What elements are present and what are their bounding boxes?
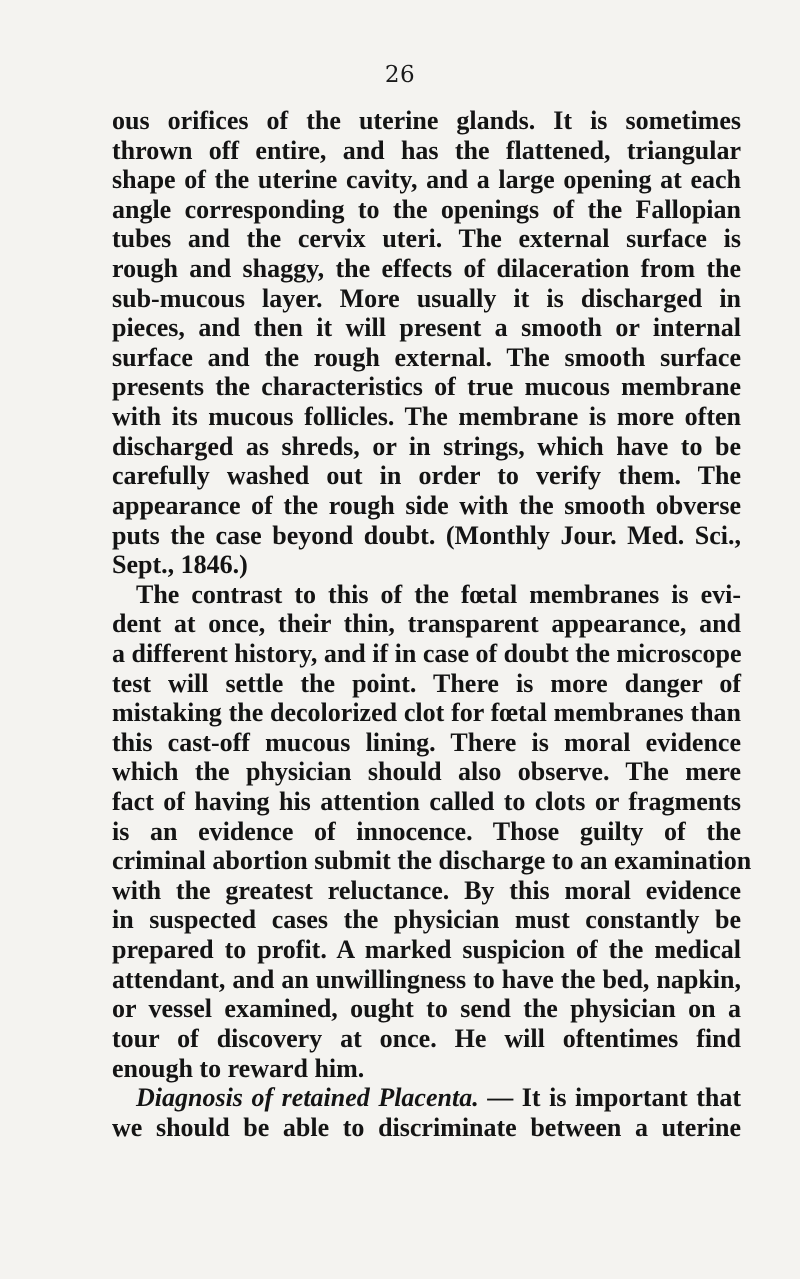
text-line: discharged as shreds, or in strings, which have to be [112,431,741,461]
text-line: angle corresponding to the openings of the Fallopian [112,194,741,224]
text-line: attendant, and an unwillingness to have the bed, napkin, [112,964,741,994]
text-line: or vessel examined, ought to send the physician on a [112,994,741,1024]
text-line: appearance of the rough side with the smooth obverse [112,490,741,520]
text-line: fact of having his attention called to clots or fragments [112,787,741,817]
text-line: is an evidence of innocence. Those guilty of the [112,816,741,846]
text-line: test will settle the point. There is more danger of [112,668,741,698]
text-line: ous orifices of the uterine glands. It is sometimes [112,106,741,135]
text-line: tour of discovery at once. He will oftentimes find [112,1023,741,1053]
text-line: rough and shaggy, the effects of dilaceration from the [112,254,741,284]
section-heading-line [112,1083,741,1113]
text-line: pieces, and then it will present a smooth or internal [112,313,741,343]
text-line: criminal abortion submit the discharge to an examination [112,846,752,876]
text-line: this cast-off mucous lining. There is moral evidence [112,727,741,757]
body-text [112,106,752,1142]
text-line: presents the characteristics of true mucous membrane [112,372,741,402]
text-line: sub-mucous layer. More usually it is discharged in [112,283,741,313]
text-line: carefully washed out in order to verify them. The [112,461,741,491]
text-line: with the greatest reluctance. By this moral evidence [112,875,741,905]
text-line: dent at once, their thin, transparent appearance, and [112,609,741,639]
text-line: The contrast to this of the fœtal membranes is evi- [136,579,741,609]
text-line: thrown off entire, and has the flattened, triangular [112,135,741,165]
text-line: Sept., 1846.) [112,550,248,580]
text-line: mistaking the decolorized clot for fœtal membranes than [112,698,741,728]
section-heading: Diagnosis of retained Placenta. [136,1083,479,1113]
text-line: tubes and the cervix uteri. The external surface is [112,224,741,254]
text-line: which the physician should also observe. The mere [112,757,741,787]
heading-continuation: — It is important that [478,1083,741,1113]
text-line: with its mucous follicles. The membrane is more often [112,402,741,432]
text-line: in suspected cases the physician must constantly be [112,905,741,935]
text-line: enough to reward him. [112,1053,365,1083]
text-line: shape of the uterine cavity, and a large opening at each [112,165,741,195]
text-line: a different history, and if in case of doubt the microscope [112,638,742,668]
text-line: surface and the rough external. The smooth surface [112,342,741,372]
text-line: we should be able to discriminate between a uterine [112,1112,741,1142]
text-line: puts the case beyond doubt. (Monthly Jour. Med. Sci., [112,520,741,550]
text-line: prepared to profit. A marked suspicion of the medical [112,935,741,965]
page-number: 26 [384,62,416,88]
